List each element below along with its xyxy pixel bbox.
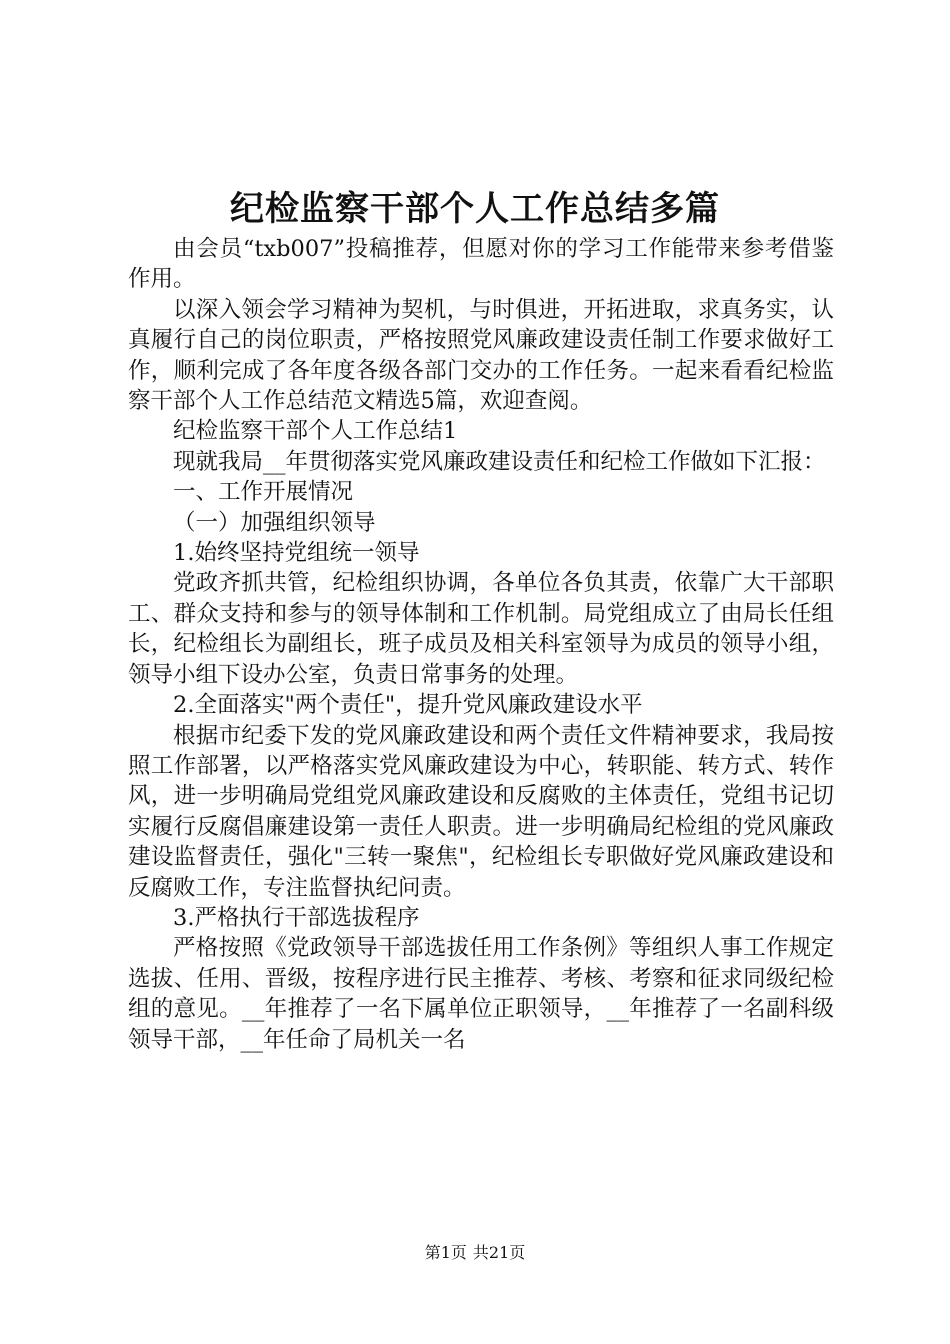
paragraph: 党政齐抓共管，纪检组织协调，各单位各负其责，依靠广大干部职工、群众支持和参与的领导体制和工作机制。局党组成立了由局长任组长，纪检组长为副组长，班子成员及相关科室领导为成员的领导小组，领导小组下设办公室，负责日常事务的处理。 <box>128 570 834 688</box>
paragraph: 严格按照《党政领导干部选拔任用工作条例》等组织人事工作规定选拔、任用、晋级，按程序进行民主推荐、考核、考察和征求同级纪检组的意见。__年推荐了一名下属单位正职领导，__年推荐了一名副科级领导干部，__年任命了局机关一名 <box>128 935 834 1053</box>
page-total: 共21页 <box>472 1243 526 1262</box>
page-number: 第1页 <box>424 1243 467 1262</box>
page-footer <box>0 1242 950 1264</box>
section-heading: 一、工作开展情况 <box>173 479 354 506</box>
section-heading: （一）加强组织领导 <box>173 509 376 536</box>
paragraph: 现就我局__年贯彻落实党风廉政建设责任和纪检工作做如下汇报： <box>173 448 826 475</box>
paragraph: 根据市纪委下发的党风廉政建设和两个责任文件精神要求，我局按照工作部署，以严格落实党风廉政建设为中心，转职能、转方式、转作风，进一步明确局党组党风廉政建设和反腐败的主体责任，党组书记切实履行反腐倡廉建设第一责任人职责。进一步明确局纪检组的党风廉政建设监督责任，强化"三转一聚焦"，纪检组长专职做好党风廉政建设和反腐败工作，专注监督执纪问责。 <box>128 722 834 901</box>
document-title: 纪检监察干部个人工作总结多篇 <box>230 189 720 229</box>
section-heading: 纪检监察干部个人工作总结1 <box>173 418 458 445</box>
section-heading: 3.严格执行干部选拔程序 <box>173 904 420 931</box>
paragraph: 以深入领会学习精神为契机，与时俱进，开拓进取，求真务实，认真履行自己的岗位职责，严格按照党风廉政建设责任制工作要求做好工作，顺利完成了各年度各级各部门交办的工作任务。一起来看看纪检监察干部个人工作总结范文精选5篇，欢迎查阅。 <box>128 296 834 415</box>
section-heading: 2.全面落实"两个责任"，提升党风廉政建设水平 <box>173 692 643 719</box>
document-body <box>128 234 834 1055</box>
section-heading: 1.始终坚持党组统一领导 <box>173 540 420 567</box>
paragraph: 由会员“txb007”投稿推荐，但愿对你的学习工作能带来参考借鉴作用。 <box>128 236 834 293</box>
